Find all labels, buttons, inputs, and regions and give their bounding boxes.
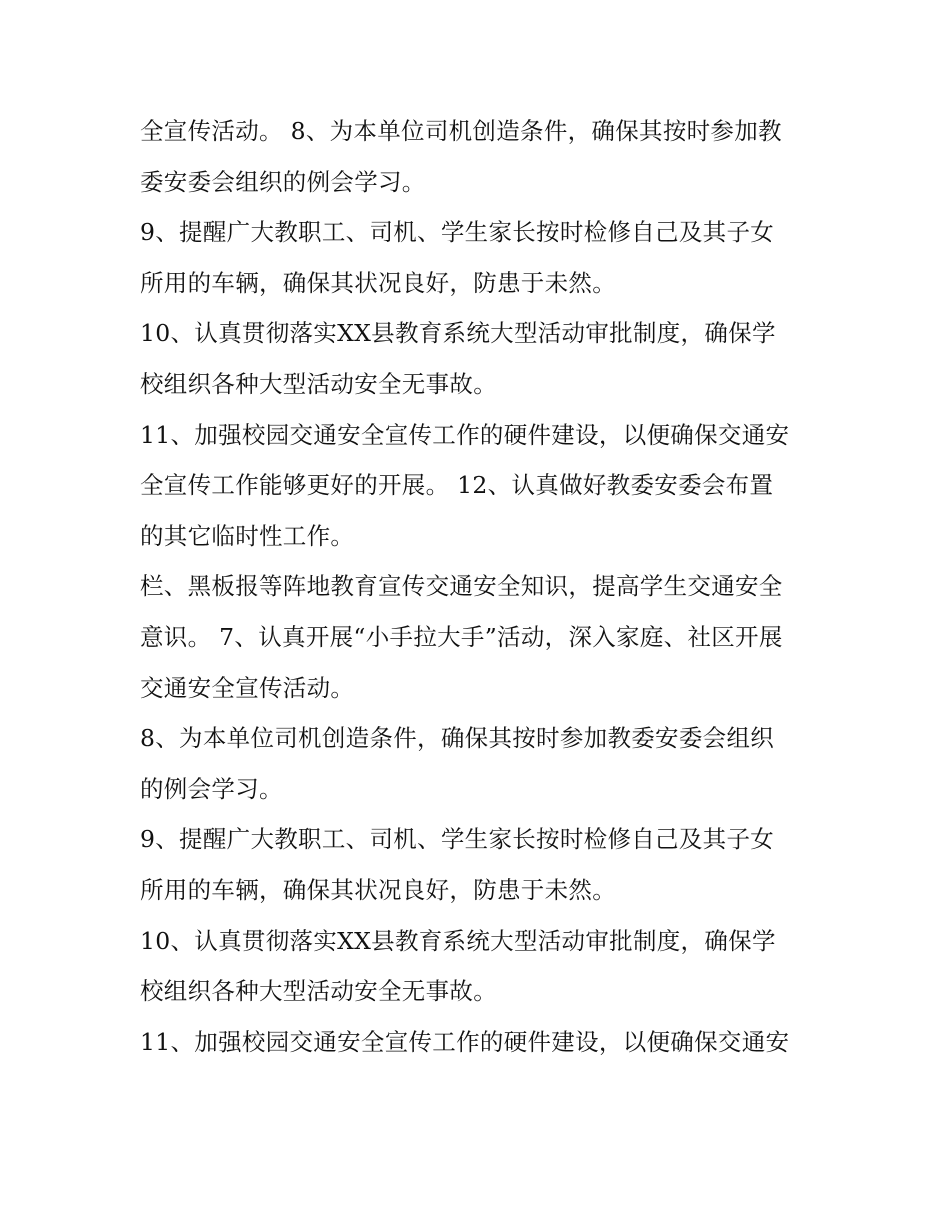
text-line: 校组织各种大型活动安全无事故。: [140, 369, 497, 398]
text-line: 委安委会组织的例会学习。: [140, 167, 426, 196]
text-line: 9、提醒广大教职工、司机、学生家长按时检修自己及其子女: [140, 218, 775, 247]
text-line: 10、认真贯彻落实XX县教育系统大型活动审批制度，确保学: [140, 926, 776, 955]
body-text: [140, 106, 820, 1067]
text-line: 11、加强校园交通安全宣传工作的硬件建设，以便确保交通安: [140, 420, 790, 449]
text-line: 所用的车辆，确保其状况良好，防患于未然。: [140, 268, 616, 297]
text-line: 11、加强校园交通安全宣传工作的硬件建设，以便确保交通安: [140, 1027, 790, 1056]
text-line: 的例会学习。: [140, 774, 283, 803]
text-line: 全宣传活动。 8、为本单位司机创造条件，确保其按时参加教: [140, 117, 782, 145]
text-line: 栏、黑板报等阵地教育宣传交通安全知识，提高学生交通安全: [140, 572, 783, 601]
text-line: 全宣传工作能够更好的开展。 12、认真做好教委安委会布置: [140, 471, 774, 500]
text-line: 的其它临时性工作。: [140, 521, 355, 550]
text-line: 所用的车辆，确保其状况良好，防患于未然。: [140, 875, 616, 904]
text-line: 校组织各种大型活动安全无事故。: [140, 977, 497, 1006]
text-line: 10、认真贯彻落实XX县教育系统大型活动审批制度，确保学: [140, 319, 776, 348]
text-line: 9、提醒广大教职工、司机、学生家长按时检修自己及其子女: [140, 825, 775, 854]
text-line: 8、为本单位司机创造条件，确保其按时参加教委安委会组织: [140, 724, 775, 753]
text-line: 意识。 7、认真开展“小手拉大手”活动，深入家庭、社区开展: [140, 622, 783, 651]
text-line: 交通安全宣传活动。: [140, 673, 355, 702]
